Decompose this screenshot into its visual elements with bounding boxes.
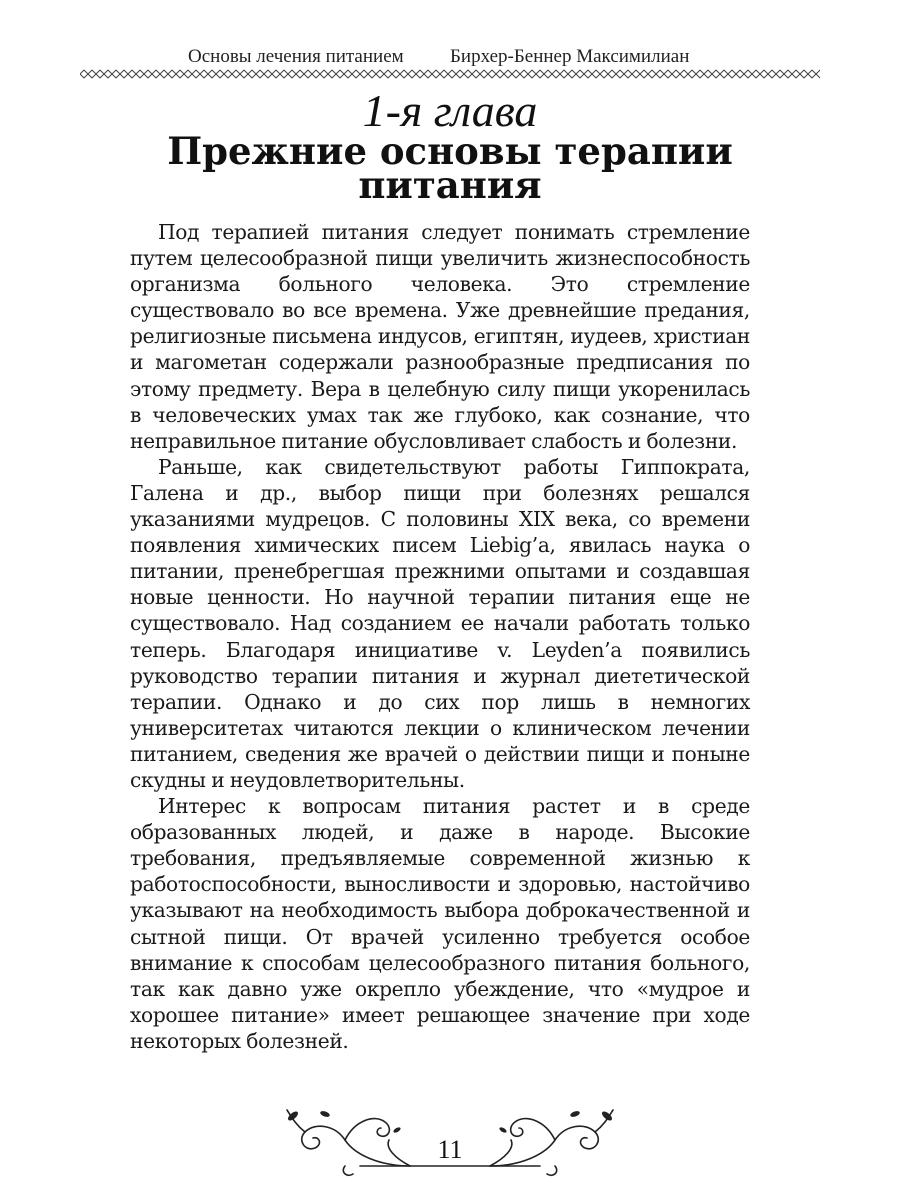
page-number: 11 xyxy=(437,1135,463,1164)
paragraph: Интерес к вопросам питания растет и в среде образованных людей, и даже в народе. Высокие требования, предъявляемые современной жизнью к работоспособности, выносливости и здоровью, настойчиво указывают на необходимость выбора доброкачественной и сытной пищи. От врачей усиленно требуется особое внимание к способам целесообразного питания больного, так как давно уже окрепло убеждение, что «мудрое и хорошее питание» имеет решающее значение при ходе некоторых болезней. xyxy=(130,794,750,1053)
header-author: Бирхер-Беннер Максимилиан xyxy=(450,46,690,67)
chapter-title: Прежние основы терапии питания xyxy=(167,129,733,207)
chapter-label: 1-я глава xyxy=(362,85,538,136)
paragraph: Раньше, как свидетельствуют работы Гиппократа, Галена и др., выбор пищи при болезнях решался указаниями мудрецов. С половины XIX века, со времени появления химических писем Liebig’a, явилась наука о питании, пренебрегшая прежними опытами и создавшая новые ценности. Но научной терапии питания еще не существовало. Над созданием ее начали работать только теперь. Благодаря инициативе v. Leyden’a появились руководство терапии питания и журнал диететической терапии. Однако и до сих пор лишь в немногих университетах читаются лекции о клиническом лечении питанием, сведения же врачей о действии пищи и поныне скудны и неудовлетворительны. xyxy=(130,454,750,792)
header-ornament-rule xyxy=(80,68,820,80)
paragraph: Под терапией питания следует понимать стремление путем целесообразной пищи увеличить жизнеспособность организма больного человека. Это стремление существовало во все времена. Уже древнейшие предания, религиозные письмена индусов, египтян, иудеев, христиан и магометан содержали разнообразные предписания по этому предмету. Вера в целебную силу пищи укоренилась в человеческих умах так же глубоко, как сознание, что неправильное питание обусловливает слабость и болезни. xyxy=(130,220,750,453)
body-text xyxy=(130,219,750,1054)
header-book-title: Основы лечения питанием xyxy=(188,46,404,67)
